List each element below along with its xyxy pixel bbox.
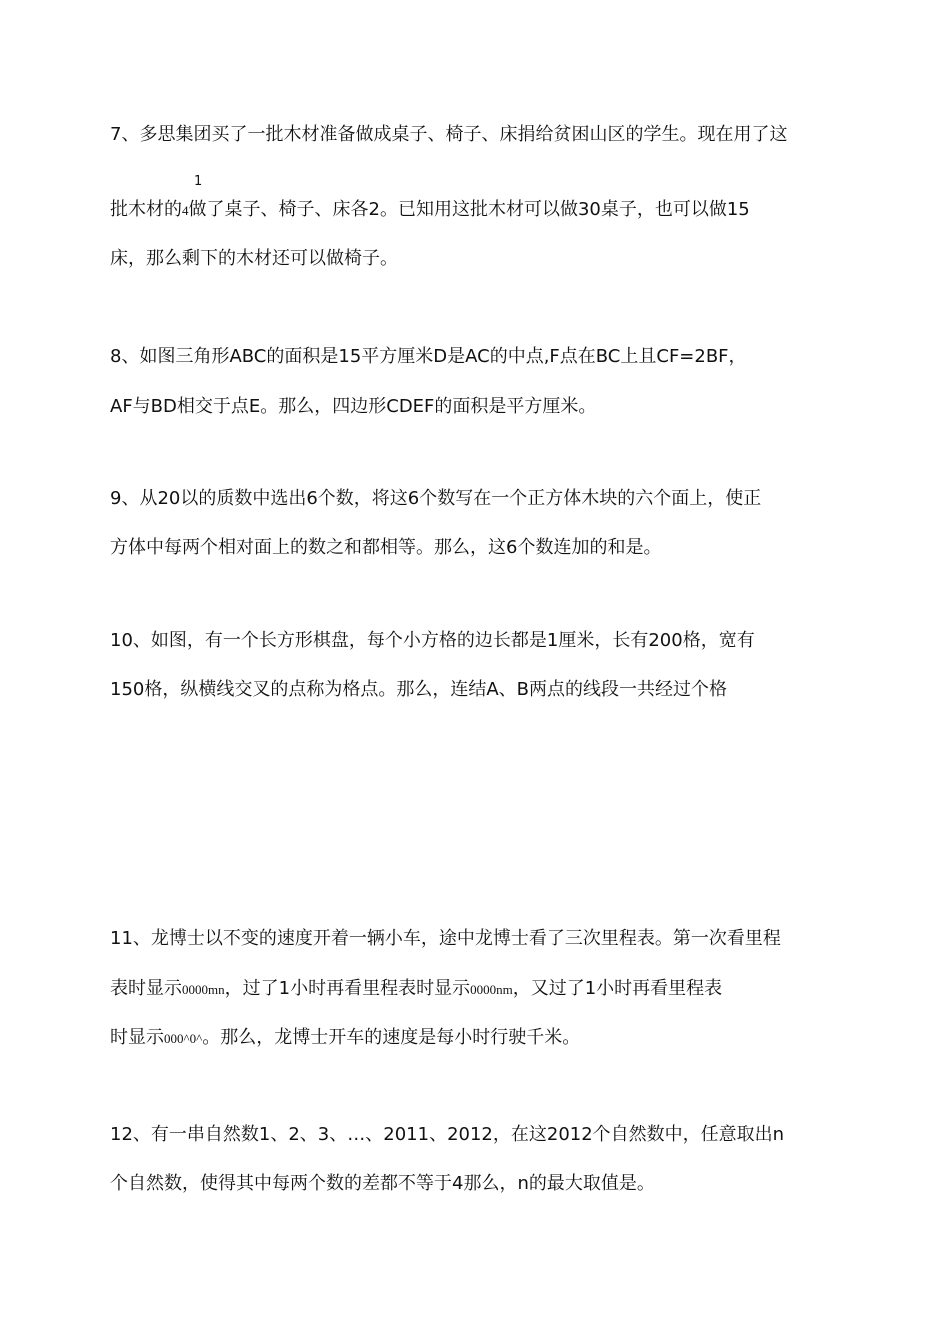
odometer-reading-2: 0000nm [470, 982, 513, 997]
odometer-reading-3: 000^0^ [164, 1031, 203, 1046]
odometer-reading-1: 0000mn [182, 982, 225, 997]
problem-8-line-1: 8、如图三角形ABC的面积是15平方厘米D是AC的中点,F点在BC上且CF=2BF， [110, 346, 747, 367]
problem-7-fraction-numerator: 1 [194, 174, 203, 189]
problem-9-line-2: 方体中每两个相对面上的数之和都相等。那么，这6个数连加的和是。 [110, 537, 662, 558]
problem-7-fraction-denominator: 4 [182, 203, 189, 218]
problem-11-line-2-text-a: 表时显示 [110, 978, 182, 999]
problem-12-line-1: 12、有一串自然数1、2、3、…、2011、2012，在这2012个自然数中，任意取出n [110, 1124, 785, 1145]
problem-11-line-3-text-a: 时显示 [110, 1027, 164, 1048]
problem-11-line-2 [110, 978, 722, 1001]
problem-9-line-1: 9、从20以的质数中选出6个数，将这6个数写在一个正方体木块的六个面上，使正 [110, 488, 762, 509]
problem-7-line-1: 7、多思集团买了一批木材准备做成桌子、椅子、床捐给贫困山区的学生。现在用了这 [110, 124, 788, 145]
problem-8-line-2: AF与BD相交于点E。那么，四边形CDEF的面积是平方厘米。 [110, 396, 597, 417]
problem-7-line-3: 床，那么剩下的木材还可以做椅子。 [110, 248, 398, 269]
problem-10-line-1: 10、如图，有一个长方形棋盘，每个小方格的边长都是1厘米，长有200格，宽有 [110, 630, 755, 651]
problem-11-line-1: 11、龙博士以不变的速度开着一辆小车，途中龙博士看了三次里程表。第一次看里程 [110, 928, 781, 949]
problem-7-line-2-text-a: 批木材的 [110, 199, 182, 220]
problem-12-line-2: 个自然数，使得其中每两个数的差都不等于4那么，n的最大取值是。 [110, 1173, 655, 1194]
problem-11-line-3 [110, 1027, 580, 1050]
problem-7-line-2 [110, 199, 750, 222]
problem-11-line-2-text-b: ，过了1小时再看里程表时显示 [224, 978, 471, 999]
problem-11-line-3-text-b: 。那么，龙博士开车的速度是每小时行驶千米。 [202, 1027, 581, 1048]
problem-7-line-2-text-b: 做了桌子、椅子、床各2。已知用这批木材可以做30桌子，也可以做15 [188, 199, 750, 220]
problem-10-line-2: 150格，纵横线交叉的点称为格点。那么，连结A、B两点的线段一共经过个格 [110, 679, 728, 700]
problem-11-line-2-text-c: ，又过了1小时再看里程表 [512, 978, 723, 999]
